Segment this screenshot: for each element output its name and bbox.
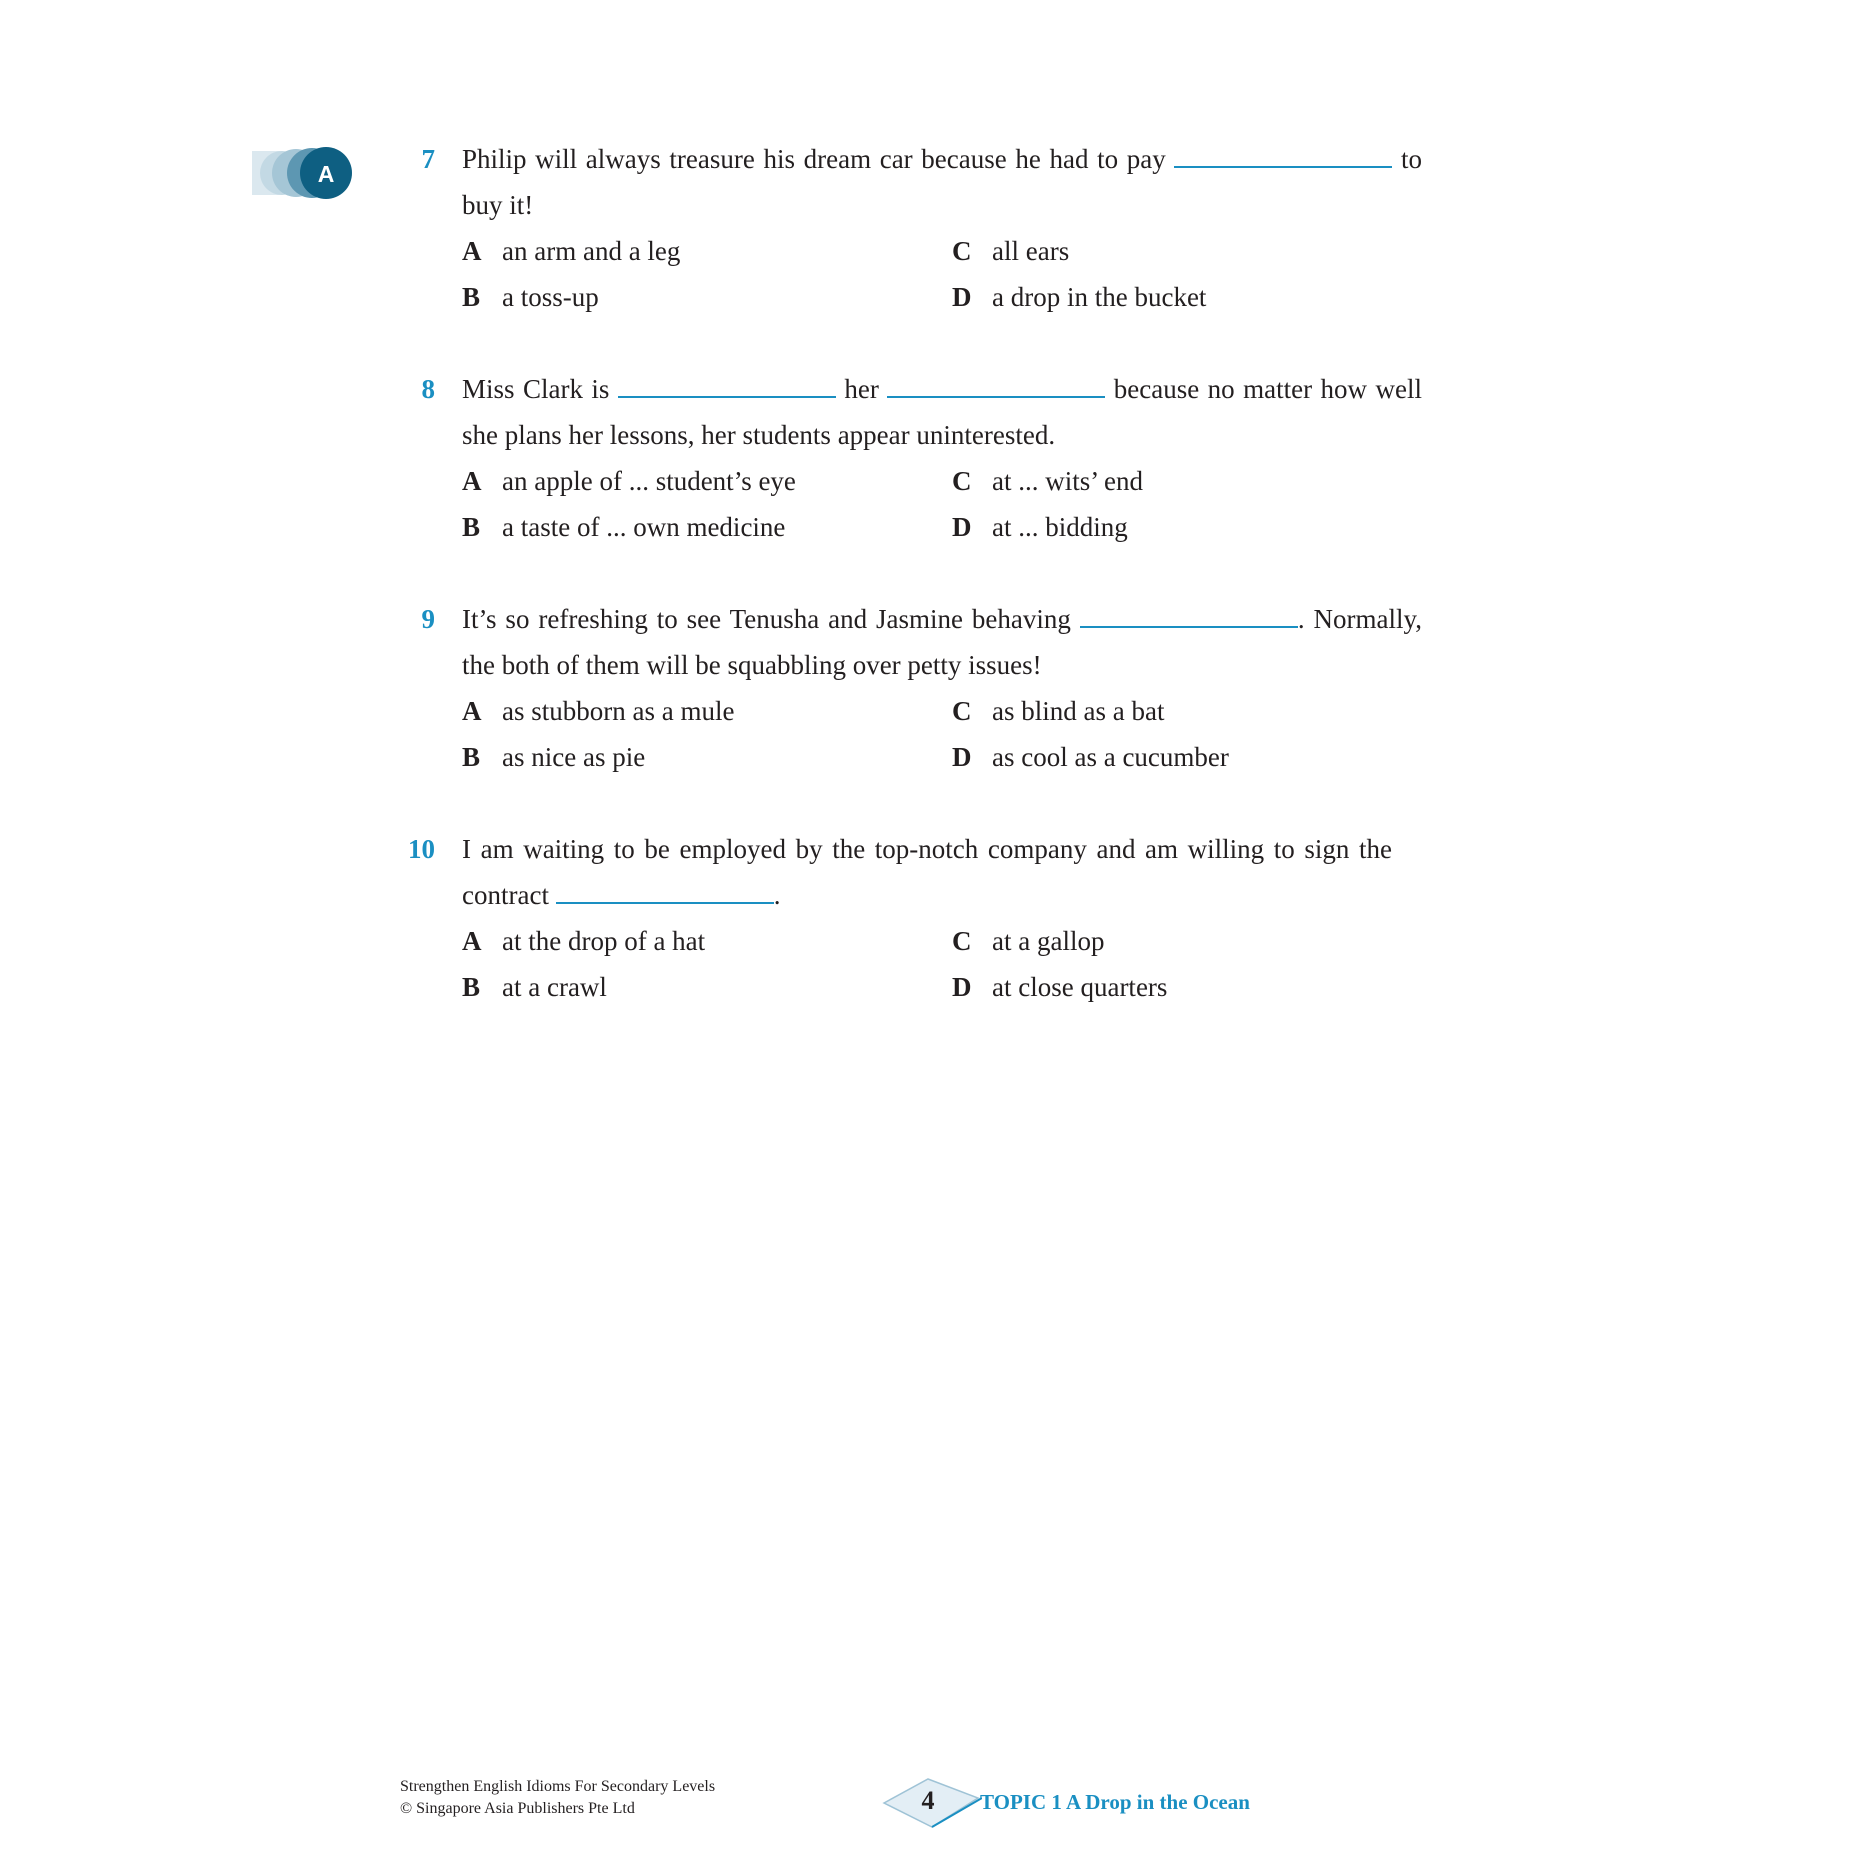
question-10 [395, 826, 1425, 1016]
copyright: © Singapore Asia Publishers Pte Ltd [400, 1800, 635, 1817]
question-7 [395, 136, 1425, 326]
footer-credits [400, 1776, 715, 1820]
option-a[interactable]: A as stubborn as a mule [462, 696, 735, 726]
section-letter: A [317, 161, 335, 187]
option-d[interactable]: D at ... bidding [952, 512, 1128, 542]
question-9 [395, 596, 1425, 786]
answer-blank[interactable] [556, 882, 774, 904]
question-number: 7 [421, 144, 435, 174]
option-c[interactable]: C at a gallop [952, 926, 1105, 956]
book-title: Strengthen English Idioms For Secondary Levels [400, 1778, 716, 1795]
answer-blank[interactable] [1080, 606, 1298, 628]
option-a[interactable]: A at the drop of a hat [462, 926, 706, 956]
page-number: 4 [921, 1786, 935, 1815]
option-b[interactable]: B a toss-up [462, 282, 599, 312]
topic-title: TOPIC 1 A Drop in the Ocean [980, 1790, 1250, 1814]
option-d[interactable]: D as cool as a cucumber [952, 742, 1229, 772]
question-text: Philip will always treasure his dream car because he had to pay to buy it! [462, 144, 1422, 220]
option-c[interactable]: C as blind as a bat [952, 696, 1165, 726]
answer-blank[interactable] [1174, 146, 1392, 168]
question-text: I am waiting to be employed by the top-notch company and am willing to sign the contract . [462, 834, 1392, 910]
section-badge [252, 146, 354, 200]
question-8 [395, 366, 1425, 556]
option-b[interactable]: B at a crawl [462, 972, 607, 1002]
option-a[interactable]: A an apple of ... student’s eye [462, 466, 796, 496]
question-number: 9 [421, 604, 435, 634]
answer-blank-1[interactable] [618, 376, 836, 398]
option-d[interactable]: D a drop in the bucket [952, 282, 1207, 312]
question-number: 8 [421, 374, 435, 404]
option-b[interactable]: B as nice as pie [462, 742, 646, 772]
option-a[interactable]: A an arm and a leg [462, 236, 681, 266]
question-text: Miss Clark is her because no matter how well she plans her lessons, her students appear uninterested. [462, 374, 1422, 450]
option-b[interactable]: B a taste of ... own medicine [462, 512, 786, 542]
answer-blank-2[interactable] [887, 376, 1105, 398]
option-c[interactable]: C all ears [952, 236, 1070, 266]
question-number: 10 [408, 834, 435, 864]
option-d[interactable]: D at close quarters [952, 972, 1168, 1002]
option-c[interactable]: C at ... wits’ end [952, 466, 1143, 496]
question-text: It’s so refreshing to see Tenusha and Jasmine behaving . Normally, the both of them will be squabbling over petty issues! [462, 604, 1422, 680]
